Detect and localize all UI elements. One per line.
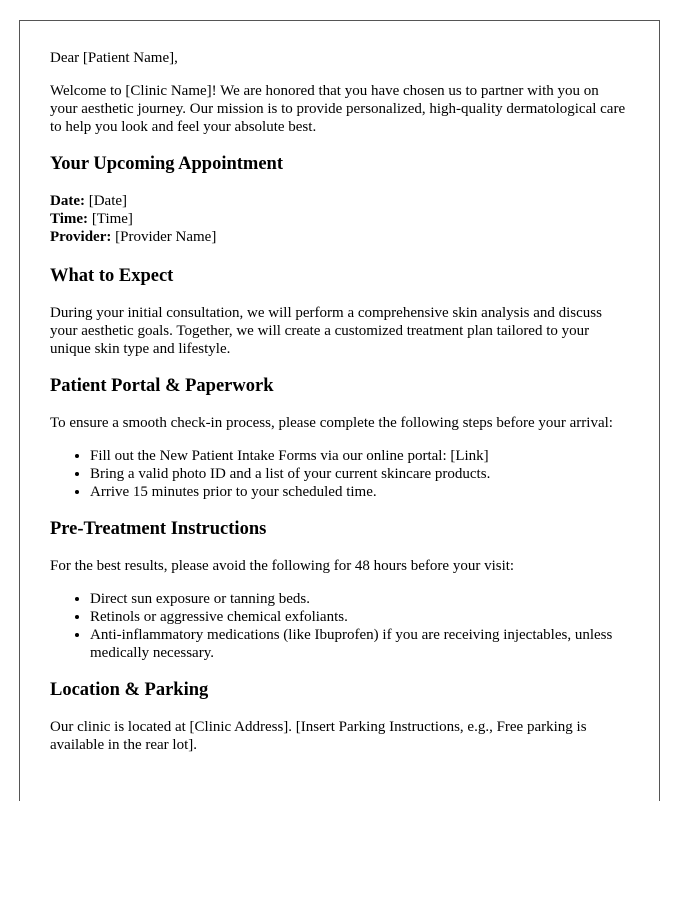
list-item: • Fill out the New Patient Intake Forms via our online portal: [Link] [90,447,629,465]
expect-paragraph: During your initial consultation, we will perform a comprehensive skin analysis and discuss your aesthetic goals. Together, we will create a customized treatment plan tailored to your unique skin type and lifestyle. [50,305,602,357]
date-label: Date: [50,193,85,209]
pretreatment-heading: Pre-Treatment Instructions [50,519,267,539]
provider-value: [Provider Name] [111,229,217,245]
list-item: • Anti-inflammatory medications (like Ibuprofen) if you are receiving injectables, unless medically necessary. [90,626,629,662]
expect-heading: What to Expect [50,266,174,286]
provider-label: Provider: [50,229,112,245]
list-item: • Direct sun exposure or tanning beds. [90,590,629,608]
pretreatment-list [50,590,629,662]
portal-steps-list [50,447,629,501]
appointment-heading: Your Upcoming Appointment [50,154,284,174]
portal-intro: To ensure a smooth check-in process, please complete the following steps before your arrival: [50,415,613,431]
time-line [50,210,629,228]
provider-line [50,228,629,246]
portal-heading: Patient Portal & Paperwork [50,376,274,396]
date-value: [Date] [84,193,128,209]
letter-page [19,20,660,801]
location-paragraph: Our clinic is located at [Clinic Address]. [Insert Parking Instructions, e.g., Free parking is available in the rear lot]. [50,719,587,753]
date-line [50,192,629,210]
time-label: Time: [50,211,89,227]
list-item: • Retinols or aggressive chemical exfoliants. [90,608,629,626]
time-value: [Time] [88,211,133,227]
appointment-details [50,192,629,246]
location-heading: Location & Parking [50,680,209,700]
list-item: • Arrive 15 minutes prior to your scheduled time. [90,483,629,501]
salutation: Dear [Patient Name], [50,50,178,66]
list-item: • Bring a valid photo ID and a list of your current skincare products. [90,465,629,483]
pretreatment-intro: For the best results, please avoid the following for 48 hours before your visit: [50,558,515,574]
welcome-paragraph: Welcome to [Clinic Name]! We are honored that you have chosen us to partner with you on your aesthetic journey. Our mission is to provide personalized, high-quality dermatological care to help you look and feel your absolute best. [50,83,626,135]
